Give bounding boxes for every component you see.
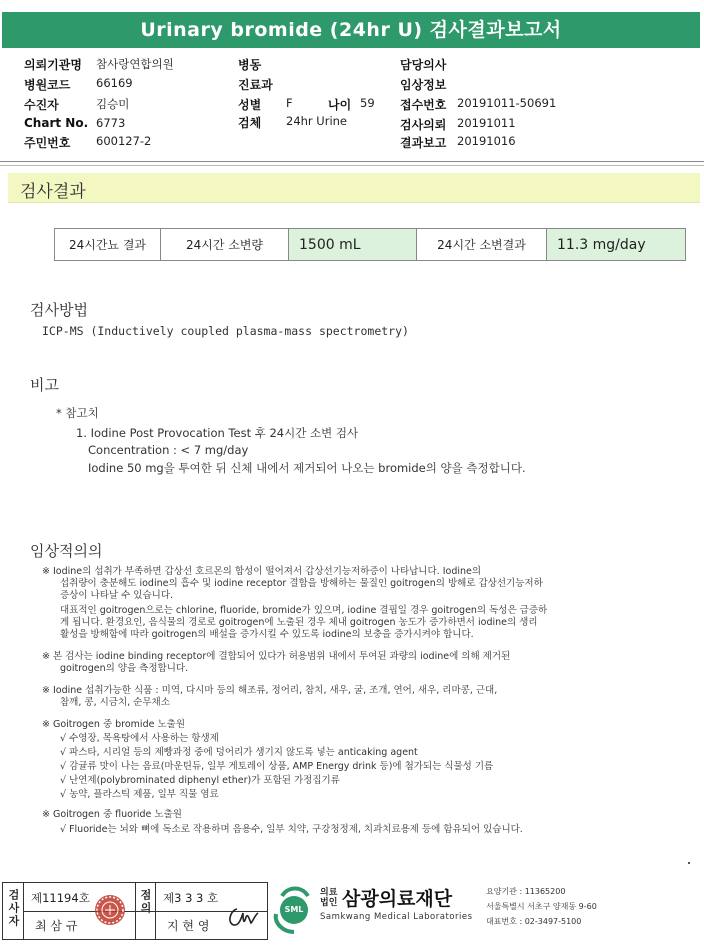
age-value: 59	[360, 96, 375, 110]
sex-value: F	[286, 96, 293, 110]
institution-label: 의뢰기관명	[24, 58, 82, 72]
results-cell-volume-value: 1500 mL	[289, 229, 417, 260]
clinical-text: ※ 본 검사는 iodine binding receptor에 결합되어 있다가 허용범위 내에서 투여된 과량의 iodine에 의해 제거된	[42, 651, 511, 662]
specimen-value: 24hr Urine	[286, 114, 348, 128]
org-name: 삼광의료재단	[342, 888, 453, 910]
results-cell-label: 24시간뇨 결과	[55, 229, 161, 260]
request-value: 20191011	[457, 116, 516, 130]
notes-line-3: Iodine 50 mg을 투여한 뒤 신체 내에서 제거되어 나오는 bromide의 양을 측정합니다.	[88, 461, 526, 475]
org-phone: 대표번호 : 02-3497-5100	[486, 917, 582, 926]
notes-line-1: 1. Iodine Post Provocation Test 후 24시간 소변 검사	[76, 426, 359, 440]
reviewer-signature	[225, 903, 261, 931]
org-english: Samkwang Medical Laboratories	[320, 912, 473, 922]
institution-value: 참사랑연합의원	[96, 57, 174, 71]
clinical-text: 섭취량이 충분해도 iodine의 흡수 및 iodine receptor 결합을 방해하는 물질인 goitrogen의 방해로 갑상선기능저하	[60, 578, 543, 589]
footer	[0, 876, 704, 947]
sex-label: 성별	[238, 98, 262, 112]
divider	[0, 161, 704, 162]
clinical-text: 게 됩니다. 환경요인, 음식물의 경로로 goitrogen에 노출된 경우 체내 goitrogen 농도가 증가하면서 iodine의 생리	[60, 617, 538, 628]
report-label: 결과보고	[400, 136, 447, 150]
clinical-text: √ 난연제(polybrominated diphenyl ether)가 포함된 가정집기류	[60, 775, 340, 786]
clinical-text: 활성을 방해함에 따라 goitrogen의 배설을 증가시킬 수 있도록 iodine의 보충을 증가시켜야 합니다.	[60, 629, 474, 640]
chart-label: Chart No.	[24, 116, 89, 130]
clinical-text: √ 파스타, 시리얼 등의 제빵과정 중에 덩어리가 생기지 않도록 넣는 anticaking agent	[60, 747, 418, 758]
reviewer-number: 제3 3 3 호	[163, 891, 219, 905]
notes-ref-header: * 참고치	[56, 406, 99, 420]
accession-value: 20191011-50691	[457, 96, 557, 110]
results-cell-result-value: 11.3 mg/day	[547, 229, 685, 260]
results-section-header	[8, 173, 700, 203]
signature-box	[2, 882, 268, 940]
org-code: 요양기관 : 11365200	[486, 887, 566, 896]
dept-label: 진료과	[238, 78, 273, 92]
sml-logo	[270, 884, 318, 934]
request-label: 검사의뢰	[400, 118, 447, 132]
clinical-text: goitrogen의 양을 측정합니다.	[60, 663, 189, 674]
id-label: 주민번호	[24, 136, 71, 150]
notes-title: 비고	[30, 376, 59, 394]
clinical-text: 증상이 나타날 수 있습니다.	[60, 590, 174, 601]
notes-line-2: Concentration : < 7 mg/day	[88, 443, 249, 457]
age-label: 나이	[328, 98, 352, 112]
chart-value: 6773	[96, 116, 126, 130]
logo-text: SML	[284, 905, 304, 914]
clinical-text: ※ Goitrogen 중 fluoride 노출원	[42, 809, 182, 820]
clinical-info-label: 임상정보	[400, 78, 447, 92]
reviewer-name: 지 현 영	[167, 919, 210, 933]
clinical-text: √ 농약, 플라스틱 제품, 일부 직물 염료	[60, 789, 219, 800]
tester-name: 최 삼 규	[35, 919, 78, 933]
hospital-code-value: 66169	[96, 76, 133, 90]
clinical-text: ※ Goitrogen 중 bromide 노출원	[42, 719, 185, 730]
clinical-text: √ 감귤류 맛이 나는 음료(마운틴듀, 일부 게토레이 상품, AMP Energy drink 등)에 첨가되는 식물성 기름	[60, 761, 494, 772]
results-cell-result-label: 24시간 소변결과	[417, 229, 547, 260]
tester-number: 제11194호	[31, 891, 90, 905]
clinical-text: √ Fluoride는 뇌와 뼈에 독소로 작용하며 음용수, 일부 치약, 구강청정제, 치과치료용제 등에 함유되어 있습니다.	[60, 824, 523, 835]
org-prefix	[320, 888, 337, 908]
patient-label: 수진자	[24, 98, 59, 112]
clinical-title: 임상적의의	[30, 542, 103, 560]
method-title: 검사방법	[30, 301, 88, 319]
results-title: 검사결과	[20, 182, 86, 202]
doctor-label: 담당의사	[400, 58, 447, 72]
clinical-text: 대표적인 goitrogen으로는 chlorine, fluoride, bromide가 있으며, iodine 결핍일 경우 goitrogen의 독성은 급증하	[60, 605, 548, 616]
reviewer-label-text: 점의	[139, 889, 152, 915]
clinical-text: √ 수영장, 목욕탕에서 사용하는 항생제	[60, 733, 219, 744]
patient-value: 김승미	[96, 97, 130, 111]
accession-label: 접수번호	[400, 98, 447, 112]
dot-mark	[688, 862, 690, 864]
results-cell-volume-label: 24시간 소변량	[161, 229, 289, 260]
tester-label-text: 검사자	[7, 889, 20, 928]
org-address: 서울특별시 서초구 양재동 9-60	[486, 902, 597, 911]
tester-seal	[95, 895, 125, 925]
ward-label: 병동	[238, 58, 262, 72]
report-value: 20191016	[457, 134, 516, 148]
divider	[0, 165, 704, 166]
clinical-text: ※ Iodine 섭취가능한 식품 : 미역, 다시마 등의 해조류, 정어리, 참치, 새우, 굴, 조개, 연어, 새우, 리마콩, 근대,	[42, 685, 498, 696]
reviewer-label	[138, 889, 152, 918]
org-prefix-2: 법인	[320, 898, 338, 908]
org-prefix-1: 의료	[320, 888, 338, 898]
id-value: 600127-2	[96, 134, 152, 148]
hospital-code-label: 병원코드	[24, 78, 71, 92]
clinical-text: 참깨, 콩, 시금치, 순무채소	[60, 697, 170, 708]
results-table	[54, 228, 686, 261]
method-text: ICP-MS (Inductively coupled plasma-mass spectrometry)	[42, 324, 409, 338]
clinical-text: ※ Iodine의 섭취가 부족하면 갑상선 호르몬의 합성이 떨어져서 갑상선기능저하증이 나타납니다. Iodine의	[42, 566, 482, 577]
report-title: Urinary bromide (24hr U) 검사결과보고서	[2, 12, 700, 48]
specimen-label: 검체	[238, 116, 262, 130]
tester-label	[6, 889, 20, 931]
